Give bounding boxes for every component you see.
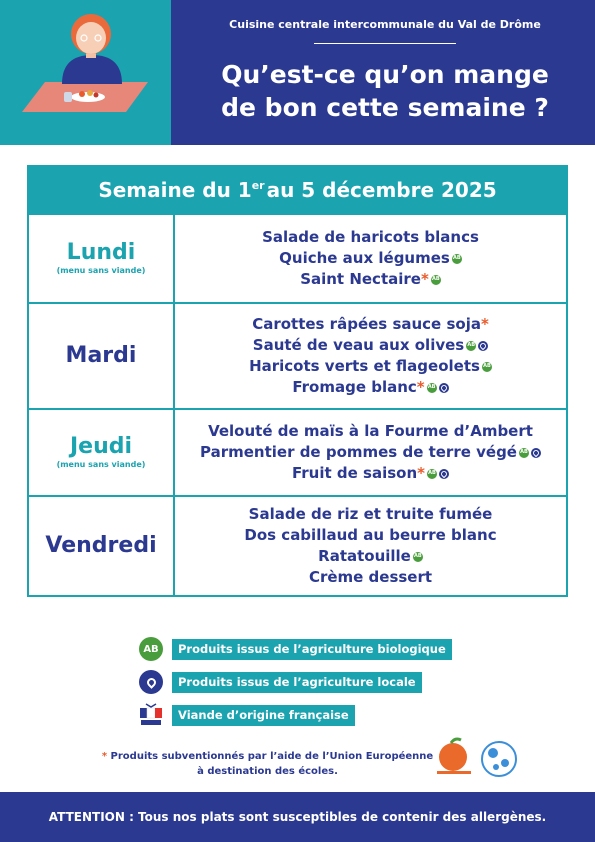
program-logos bbox=[433, 737, 523, 781]
weekly-menu-table bbox=[27, 165, 568, 597]
dish-name: Quiche aux légumes bbox=[279, 249, 450, 267]
ab-organic-icon: AB bbox=[139, 637, 163, 661]
location-pin-icon bbox=[439, 383, 449, 393]
legend-label: Produits issus de l’agriculture biologique bbox=[172, 639, 452, 660]
dish-item bbox=[249, 356, 492, 377]
day-cell bbox=[29, 497, 175, 595]
dish-name: Fruit de saison bbox=[292, 464, 418, 482]
dish-name: Saint Nectaire bbox=[300, 270, 421, 288]
day-name: Vendredi bbox=[45, 533, 157, 558]
dish-item bbox=[244, 525, 496, 546]
ab-organic-icon: AB bbox=[519, 448, 529, 458]
eu-note-line-2: à destination des écoles. bbox=[197, 766, 338, 777]
dish-name: Ratatouille bbox=[318, 547, 411, 565]
menu-row-jeudi bbox=[29, 408, 566, 495]
dish-item bbox=[279, 248, 462, 269]
day-cell bbox=[29, 410, 175, 495]
dish-name: Salade de riz et truite fumée bbox=[248, 505, 493, 523]
dish-list bbox=[175, 304, 566, 408]
legend-local bbox=[138, 669, 498, 695]
dish-name: Salade de haricots blancs bbox=[262, 228, 479, 246]
location-pin-icon bbox=[139, 670, 163, 694]
milk-program-logo-icon bbox=[482, 742, 516, 776]
child-eating-icon bbox=[0, 0, 171, 145]
day-name: Jeudi bbox=[69, 434, 133, 459]
week-title-ordinal: er bbox=[251, 179, 265, 192]
dish-item bbox=[200, 442, 541, 463]
ab-organic-icon: AB bbox=[427, 469, 437, 479]
menu-row-mardi bbox=[29, 302, 566, 408]
dish-name: Crème dessert bbox=[308, 568, 433, 586]
dish-item bbox=[292, 463, 449, 484]
ab-organic-icon: AB bbox=[452, 254, 462, 264]
eu-subsidy-asterisk: * bbox=[420, 270, 429, 288]
dish-list bbox=[175, 215, 566, 302]
day-note: (menu sans viande) bbox=[56, 266, 146, 275]
legend-label: Viande d’origine française bbox=[172, 705, 355, 726]
week-title-suffix: au 5 décembre 2025 bbox=[266, 178, 497, 202]
legend-label: Produits issus de l’agriculture locale bbox=[172, 672, 422, 693]
ab-organic-icon: AB bbox=[482, 362, 492, 372]
dish-name: Sauté de veau aux olives bbox=[252, 336, 465, 354]
dish-name: Dos cabillaud au beurre blanc bbox=[244, 526, 497, 544]
dish-name: Parmentier de pommes de terre végé bbox=[200, 443, 517, 461]
dish-list bbox=[175, 410, 566, 495]
week-title-prefix: Semaine du 1 bbox=[98, 178, 252, 202]
menu-row-lundi bbox=[29, 213, 566, 302]
day-name: Lundi bbox=[66, 240, 136, 265]
dish-name: Haricots verts et flageolets bbox=[249, 357, 480, 375]
legend-bio bbox=[138, 636, 498, 662]
french-meat-label-icon bbox=[138, 702, 164, 728]
page-title-line-2: de bon cette semaine ? bbox=[221, 93, 549, 122]
location-pin-icon bbox=[439, 469, 449, 479]
dish-item bbox=[208, 421, 533, 442]
dish-name: Carottes râpées sauce soja bbox=[252, 315, 481, 333]
asterisk: * bbox=[101, 751, 108, 762]
day-name: Mardi bbox=[65, 343, 137, 368]
dish-item bbox=[252, 314, 489, 335]
location-pin-icon bbox=[531, 448, 541, 458]
legend-meat bbox=[138, 702, 498, 728]
dish-item bbox=[249, 504, 493, 525]
day-cell bbox=[29, 215, 175, 302]
menu-row-vendredi bbox=[29, 495, 566, 595]
fruit-program-logo-icon bbox=[437, 739, 471, 774]
ab-organic-icon: AB bbox=[466, 341, 476, 351]
eu-subsidy-asterisk: * bbox=[416, 378, 425, 396]
dish-item bbox=[318, 546, 423, 567]
dish-list bbox=[175, 497, 566, 595]
ab-organic-icon: AB bbox=[431, 275, 441, 285]
header-banner bbox=[0, 0, 595, 145]
ab-organic-icon: AB bbox=[427, 383, 437, 393]
allergen-warning-footer: ATTENTION : Tous nos plats sont susceptibles de contenir des allergènes. bbox=[0, 792, 595, 842]
dish-item bbox=[292, 377, 448, 398]
eu-subsidy-asterisk: * bbox=[480, 315, 489, 333]
location-pin-icon bbox=[478, 341, 488, 351]
eu-subsidy-asterisk: * bbox=[417, 464, 425, 482]
dish-item bbox=[300, 269, 441, 290]
dish-name: Fromage blanc bbox=[292, 378, 417, 396]
dish-item bbox=[253, 335, 488, 356]
day-cell bbox=[29, 304, 175, 408]
eu-note-line-1: * Produits subventionnés par l’aide de l’Union Européenne bbox=[101, 751, 434, 762]
organization-name: Cuisine centrale intercommunale du Val de Drôme bbox=[229, 18, 541, 31]
child-eating-illustration bbox=[0, 0, 171, 145]
eu-subsidy-note bbox=[60, 749, 475, 779]
week-title bbox=[29, 167, 566, 213]
divider bbox=[314, 43, 456, 44]
page-title-line-1: Qu’est-ce qu’on mange bbox=[221, 60, 549, 89]
ab-organic-icon: AB bbox=[413, 552, 423, 562]
dish-name: Velouté de maïs à la Fourme d’Ambert bbox=[208, 422, 533, 440]
page-title bbox=[190, 58, 580, 124]
day-note: (menu sans viande) bbox=[56, 460, 146, 469]
dish-item bbox=[262, 227, 479, 248]
dish-item bbox=[309, 567, 432, 588]
